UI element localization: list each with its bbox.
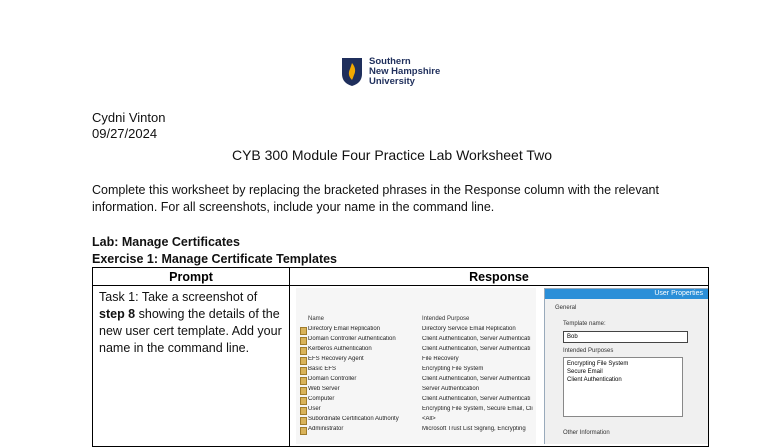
- template-purpose: Directory Service Email Replication: [422, 326, 516, 332]
- author-date: 09/27/2024: [92, 126, 158, 141]
- logo-line-3: University: [369, 76, 415, 87]
- template-name: EFS Recovery Agent: [308, 356, 364, 362]
- list-item[interactable]: [296, 366, 536, 375]
- list-item[interactable]: [296, 346, 536, 355]
- document-title: CYB 300 Module Four Practice Lab Worksheet Two: [231, 147, 553, 163]
- list-item[interactable]: [296, 396, 536, 405]
- certificate-template-icon: [300, 327, 307, 335]
- template-purpose: Client Authentication, Server Authenticati: [422, 376, 531, 382]
- template-purpose: Microsoft Trust List Signing, Encrypting: [422, 426, 526, 432]
- prompt-cell: [93, 286, 290, 447]
- template-purpose: Server Authentication: [422, 386, 480, 392]
- certificate-template-icon: [300, 337, 307, 345]
- author-block: [92, 110, 165, 142]
- certificate-template-icon: [300, 427, 307, 435]
- template-list-pane: [296, 288, 536, 444]
- purpose-column-header: Intended Purpose: [422, 316, 470, 322]
- template-name: Web Server: [308, 386, 340, 392]
- template-purpose: Client Authentication, Server Authenticati: [422, 336, 531, 342]
- logo-line-2: New Hampshire: [369, 66, 441, 77]
- template-name-label: Template name:: [563, 321, 606, 327]
- list-item[interactable]: [296, 426, 536, 435]
- certificate-template-icon: [300, 377, 307, 385]
- list-item[interactable]: [296, 326, 536, 335]
- template-purpose: Encrypting File System, Secure Email, Cli: [422, 406, 533, 412]
- table-row: [93, 286, 709, 447]
- template-name: Directory Email Replication: [308, 326, 381, 332]
- certificate-template-icon: [300, 357, 307, 365]
- task-prefix: Task 1: Take a screenshot of: [99, 290, 258, 304]
- template-name: Domain Controller: [308, 376, 357, 382]
- template-purpose: Encrypting File System: [422, 366, 484, 372]
- certificate-template-icon: [300, 347, 307, 355]
- response-cell: [290, 286, 709, 447]
- certificate-template-icon: [300, 367, 307, 375]
- purpose-item: Client Authentication: [567, 377, 622, 383]
- template-purpose: File Recovery: [422, 356, 459, 362]
- lab-heading-block: [92, 234, 337, 268]
- template-name: Kerberos Authentication: [308, 346, 372, 352]
- task-step: step 8: [99, 307, 136, 321]
- task-prompt: [93, 286, 289, 360]
- user-properties-dialog: [544, 288, 708, 444]
- template-name: Subordinate Certification Authority: [308, 416, 399, 422]
- tab-general[interactable]: General: [555, 305, 577, 311]
- shield-flame-icon: [341, 57, 363, 87]
- instructions-paragraph: Complete this worksheet by replacing the bracketed phrases in the Response column with the relevant information. For all screenshots, include your name in the command line.: [92, 183, 659, 214]
- exercise-heading: Exercise 1: Manage Certificate Templates: [92, 252, 338, 266]
- logo-line-1: Southern: [369, 56, 411, 67]
- logo-wordmark: [369, 57, 440, 87]
- certificate-template-icon: [300, 387, 307, 395]
- intended-purposes-label: Intended Purposes: [563, 348, 614, 354]
- list-item[interactable]: [296, 376, 536, 385]
- response-screenshot: [296, 288, 708, 444]
- author-name: Cydni Vinton: [92, 110, 166, 125]
- university-logo: [341, 55, 451, 89]
- template-name: Basic EFS: [308, 366, 337, 372]
- intended-purposes-list: [563, 357, 683, 417]
- certificate-template-icon: [300, 407, 307, 415]
- worksheet-table: [92, 267, 709, 447]
- template-name: Administrator: [308, 426, 344, 432]
- list-item[interactable]: [296, 386, 536, 395]
- template-purpose: <All>: [422, 416, 436, 422]
- other-information-label: Other Information: [563, 430, 610, 436]
- task-suffix: showing the details of the new user cert template. Add your name in the command line.: [99, 307, 282, 355]
- list-item[interactable]: [296, 406, 536, 415]
- purpose-item: Encrypting File System: [567, 361, 629, 367]
- template-name-field[interactable]: Bob: [563, 331, 688, 343]
- certificate-template-icon: [300, 417, 307, 425]
- lab-heading: Lab: Manage Certificates: [92, 235, 240, 249]
- list-item[interactable]: [296, 336, 536, 345]
- table-header-row: [93, 268, 709, 286]
- certificate-template-icon: [300, 397, 307, 405]
- template-name: Domain Controller Authentication: [308, 336, 396, 342]
- template-name: Computer: [308, 396, 335, 402]
- list-item[interactable]: [296, 416, 536, 425]
- template-purpose: Client Authentication, Server Authenticati: [422, 396, 531, 402]
- prompt-column-header: Prompt: [93, 268, 290, 286]
- name-column-header: Name: [308, 316, 325, 322]
- dialog-title: User Properties: [545, 289, 708, 299]
- list-header: [296, 316, 536, 324]
- template-purpose: Client Authentication, Server Authenticati: [422, 346, 531, 352]
- list-item[interactable]: [296, 356, 536, 365]
- template-name: User: [308, 406, 321, 412]
- response-column-header: Response: [290, 268, 709, 286]
- purpose-item: Secure Email: [567, 369, 603, 375]
